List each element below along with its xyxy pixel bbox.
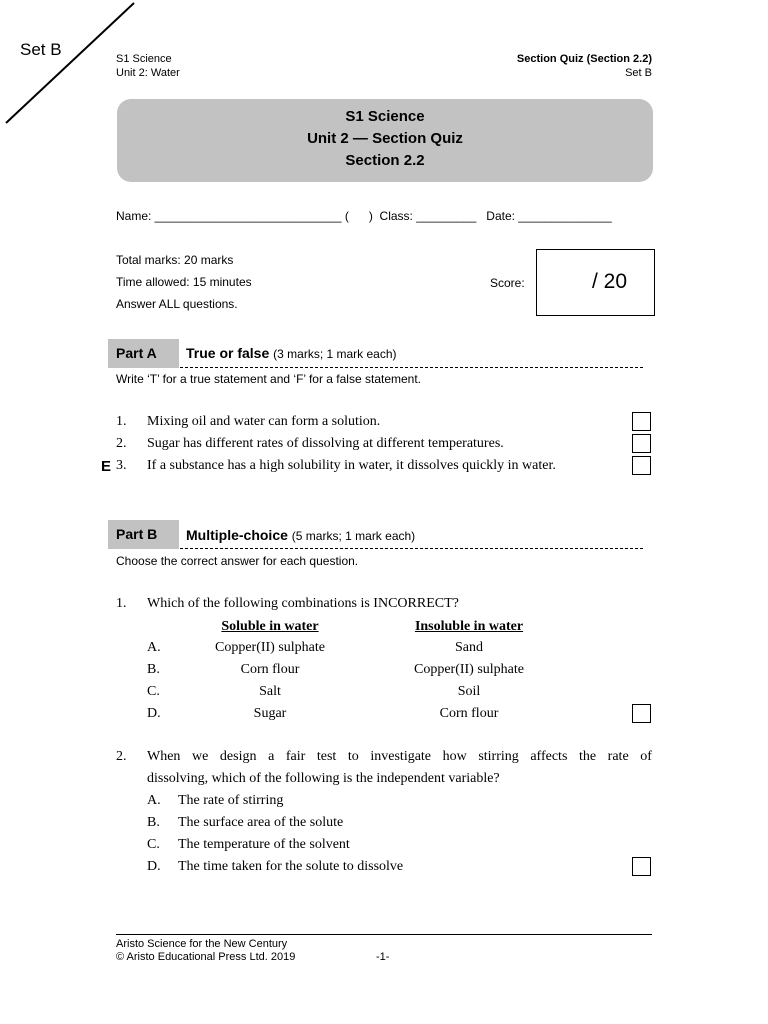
question-word: the xyxy=(578,749,597,764)
answer-all-instruction: Answer ALL questions. xyxy=(116,297,238,311)
part-a-question-1-text: Mixing oil and water can form a solution. xyxy=(147,414,381,429)
q1-option-a xyxy=(0,640,768,660)
score-label: Score: xyxy=(490,276,525,290)
question-word: we xyxy=(192,749,209,764)
option-letter: B. xyxy=(147,815,160,830)
question-word: test xyxy=(316,749,337,764)
option-insoluble: Corn flour xyxy=(439,706,499,721)
part-b-question-1-number: 1. xyxy=(116,596,127,611)
answer-box-a2[interactable] xyxy=(632,434,651,453)
answer-box-a3[interactable] xyxy=(632,456,651,475)
option-letter: B. xyxy=(147,662,160,677)
option-letter: C. xyxy=(147,684,160,699)
question-word: to xyxy=(347,749,359,764)
question-word: of xyxy=(640,749,652,764)
option-insoluble: Sand xyxy=(455,640,483,655)
q1-col-soluble-head: Soluble in water xyxy=(221,619,319,634)
score-total: / 20 xyxy=(592,270,628,293)
header-set: Set B xyxy=(625,67,652,79)
part-b-dashed-rule xyxy=(180,548,643,549)
corner-set-label: Set B xyxy=(20,40,62,59)
part-a-instruction: Write ‘T’ for a true statement and ‘F’ for a false statement. xyxy=(116,372,422,386)
question-word: how xyxy=(442,749,467,764)
q2-option-b xyxy=(0,815,768,835)
answer-box-b2[interactable] xyxy=(632,857,651,876)
option-letter: D. xyxy=(147,859,161,874)
part-a-question-3-text: If a substance has a high solubility in water, it dissolves quickly in water. xyxy=(147,458,556,473)
question-word: stirring xyxy=(478,749,519,764)
title-box xyxy=(117,99,653,182)
part-a-tag: Part A xyxy=(108,339,179,368)
part-b-tag: Part B xyxy=(108,520,179,549)
footer-copyright: © Aristo Educational Press Ltd. 2019 xyxy=(116,951,296,963)
option-insoluble: Soil xyxy=(457,684,481,699)
header-subject: S1 Science xyxy=(116,53,172,65)
q1-option-d xyxy=(0,706,768,726)
option-insoluble: Copper(II) sulphate xyxy=(413,662,525,677)
q2-option-d xyxy=(0,859,768,879)
question-word: rate xyxy=(607,749,629,764)
part-a-marks: (3 marks; 1 mark each) xyxy=(273,347,397,361)
part-b-question-1-text: Which of the following combinations is INCORRECT? xyxy=(147,596,459,611)
option-letter: D. xyxy=(147,706,161,721)
option-text: The rate of stirring xyxy=(178,793,284,808)
option-text: The temperature of the solvent xyxy=(178,837,350,852)
part-b-instruction: Choose the correct answer for each question. xyxy=(116,554,359,568)
q1-option-c xyxy=(0,684,768,704)
header-right xyxy=(517,52,652,80)
question-number: 1. xyxy=(116,414,127,429)
option-letter: A. xyxy=(147,640,161,655)
q1-option-b xyxy=(0,662,768,682)
question-word: affects xyxy=(530,749,568,764)
part-a-title: True or false xyxy=(186,345,270,361)
option-soluble: Salt xyxy=(259,684,281,699)
part-a-question-3-number: 3. xyxy=(116,458,127,473)
time-allowed: Time allowed: 15 minutes xyxy=(116,275,252,289)
q2-option-a xyxy=(0,793,768,813)
header-quiz-name: Section Quiz (Section 2.2) xyxy=(516,53,652,65)
q1-col-insoluble-head: Insoluble in water xyxy=(414,619,524,634)
part-b-question-2-line-1 xyxy=(147,749,652,765)
header-left xyxy=(116,52,180,80)
header-unit: Unit 2: Water xyxy=(116,67,180,79)
total-marks: Total marks: 20 marks xyxy=(116,253,234,267)
part-a-heading xyxy=(186,345,397,361)
part-b-heading xyxy=(186,527,415,543)
question-word: design xyxy=(219,749,257,764)
part-b-marks: (5 marks; 1 mark each) xyxy=(291,529,416,543)
title-line-1: S1 Science xyxy=(345,108,425,125)
question-word: fair xyxy=(285,749,306,764)
answer-box-a1[interactable] xyxy=(632,412,651,431)
answer-box-b1[interactable] xyxy=(632,704,651,723)
option-letter: A. xyxy=(147,793,161,808)
title-line-3: Section 2.2 xyxy=(345,152,425,169)
footer-rule xyxy=(116,934,652,935)
footer-publication: Aristo Science for the New Century xyxy=(116,938,288,950)
margin-mark: E xyxy=(101,458,112,475)
option-text: The surface area of the solute xyxy=(178,815,344,830)
student-details-line: Name: ____________________________ ( ) Class: _________ Date: ______________ xyxy=(116,209,612,223)
title-line-2: Unit 2 — Section Quiz xyxy=(307,130,463,147)
part-a-question-2-number: 2. xyxy=(116,436,127,451)
q1-column-headers xyxy=(0,619,768,639)
part-a-question-2-text: Sugar has different rates of dissolving at different temperatures. xyxy=(147,436,504,451)
question-word: investigate xyxy=(370,749,432,764)
question-word: When xyxy=(147,749,181,764)
part-b-question-2-number: 2. xyxy=(116,749,127,764)
part-b-question-2-line-2: dissolving, which of the following is the independent variable? xyxy=(147,771,500,786)
part-b-title: Multiple-choice xyxy=(186,527,288,543)
option-soluble: Copper(II) sulphate xyxy=(214,640,326,655)
question-word: a xyxy=(268,749,275,764)
q2-option-c xyxy=(0,837,768,857)
score-box xyxy=(536,249,655,316)
part-a-dashed-rule xyxy=(180,367,643,368)
option-text: The time taken for the solute to dissolve xyxy=(178,859,404,874)
page-number: -1- xyxy=(376,951,390,963)
option-soluble: Sugar xyxy=(253,706,287,721)
option-soluble: Corn flour xyxy=(240,662,300,677)
option-letter: C. xyxy=(147,837,160,852)
